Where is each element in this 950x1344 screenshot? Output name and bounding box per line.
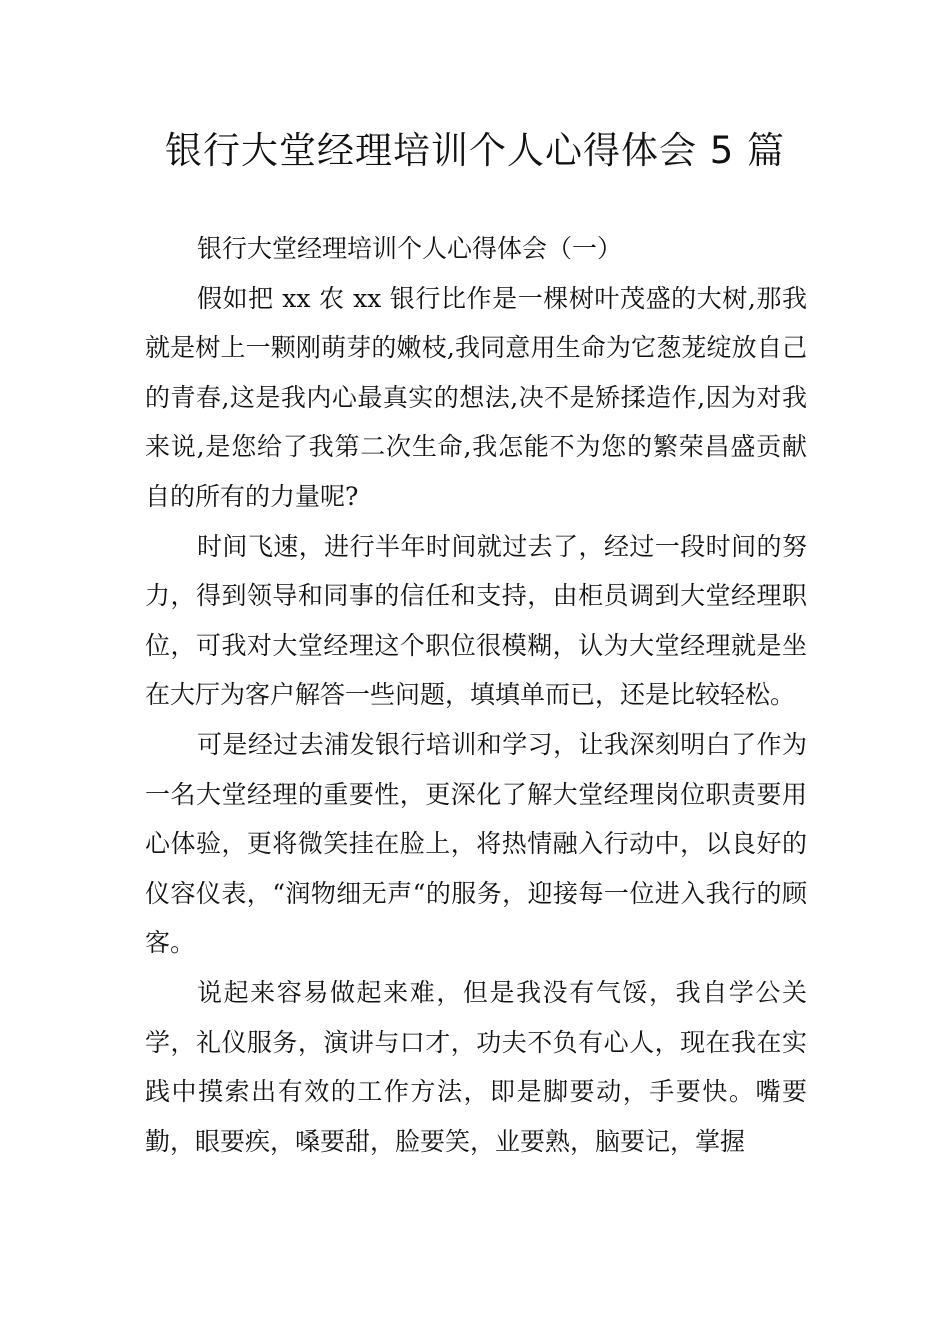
document-body — [145, 224, 807, 1166]
paragraph-2: 时间飞速，进行半年时间就过去了，经过一段时间的努力，得到领导和同事的信任和支持，由柜员调到大堂经理职位，可我对大堂经理这个职位很模糊，认为大堂经理就是坐在大厅为客户解答一些问题，填填单而已，还是比较轻松。 — [145, 531, 807, 710]
paragraph-4: 说起来容易做起来难，但是我没有气馁，我自学公关学，礼仪服务，演讲与口才，功夫不负有心人，现在我在实践中摸索出有效的工作方法，即是脚要动，手要快。嘴要勤，眼要疾，嗓要甜，脸要笑，业要熟，脑要记，掌握 — [145, 977, 807, 1156]
paragraph-3: 可是经过去浦发银行培训和学习，让我深刻明白了作为一名大堂经理的重要性，更深化了解大堂经理岗位职责要用心体验，更将微笑挂在脸上，将热情融入行动中，以良好的仪容仪表，“润物细无声“的服务，迎接每一位进入我行的顾客。 — [145, 729, 807, 958]
section-heading: 银行大堂经理培训个人心得体会（一） — [197, 234, 623, 263]
document-title: 银行大堂经理培训个人心得体会 5 篇 — [164, 129, 786, 172]
paragraph-1: 假如把 xx 农 xx 银行比作是一棵树叶茂盛的大树,那我就是树上一颗刚萌芽的嫩枝,我同意用生命为它葱茏绽放自己的青春,这是我内心最真实的想法,决不是矫揉造作,因为对我来说,是您给了我第二次生命,我怎能不为您的繁荣昌盛贡献自的所有的力量呢? — [145, 283, 807, 511]
